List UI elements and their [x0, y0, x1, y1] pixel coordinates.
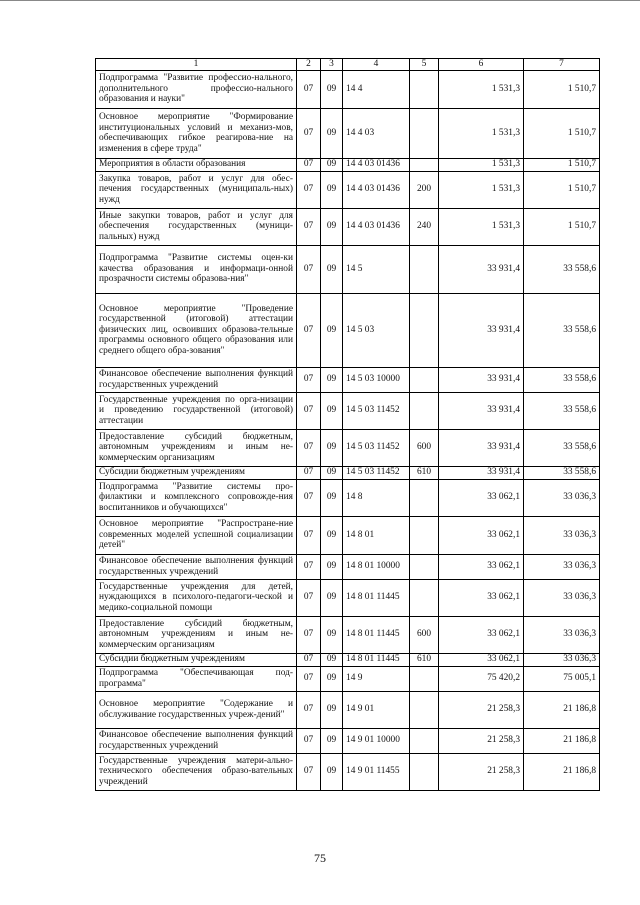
cell-pr: 09 — [321, 616, 343, 653]
cell-csr: 14 4 — [343, 70, 410, 108]
cell-vr — [410, 666, 439, 691]
cell-rz: 07 — [297, 293, 321, 367]
cell-csr: 14 4 03 01436 — [343, 208, 410, 245]
cell-name: Подпрограмма "Развитие системы оцен-ки качества образования и информаци-онной прозрачности системы образова-ния" — [96, 245, 297, 293]
table-row — [96, 108, 600, 158]
cell-vr — [410, 516, 439, 554]
cell-name: Основное мероприятие "Формирование институциональных условий и механиз-мов, обеспечивающих гибкое реагирова-ние на изменения в сфере труда" — [96, 108, 297, 158]
cell-pr: 09 — [321, 554, 343, 579]
cell-v2020: 21 186,8 — [524, 691, 600, 728]
cell-rz: 07 — [297, 653, 321, 666]
cell-v2019: 33 062,1 — [439, 479, 524, 516]
cell-v2019: 33 062,1 — [439, 653, 524, 666]
cell-v2020: 21 186,8 — [524, 753, 600, 790]
cell-vr — [410, 158, 439, 171]
cell-pr: 09 — [321, 171, 343, 208]
cell-pr: 09 — [321, 108, 343, 158]
cell-v2020: 1 510,7 — [524, 108, 600, 158]
cell-name: Финансовое обеспечение выполнения функций государственных учреждений — [96, 554, 297, 579]
cell-v2020: 1 510,7 — [524, 208, 600, 245]
cell-csr: 14 9 01 — [343, 691, 410, 728]
cell-name: Основное мероприятие "Содержание и обслуживание государственных учреж-дений" — [96, 691, 297, 728]
cell-csr: 14 5 03 11452 — [343, 466, 410, 479]
cell-v2020: 75 005,1 — [524, 666, 600, 691]
cell-vr — [410, 554, 439, 579]
cell-csr: 14 8 01 11445 — [343, 616, 410, 653]
page-number: 75 — [314, 851, 326, 865]
cell-pr: 09 — [321, 429, 343, 466]
cell-csr: 14 5 03 11452 — [343, 429, 410, 466]
budget-table — [95, 58, 600, 791]
cell-name: Подпрограмма "Развитие профессио-нального, дополнительного профессио-нального образования и науки" — [96, 70, 297, 108]
cell-name: Предоставление субсидий бюджетным, автономным учреждениям и иным не-коммерческим организациям — [96, 616, 297, 653]
cell-v2020: 33 558,6 — [524, 293, 600, 367]
cell-rz: 07 — [297, 753, 321, 790]
cell-vr — [410, 367, 439, 392]
cell-name: Основное мероприятие "Проведение государственной (итоговой) аттестации физических лиц, освоивших образова-тельные программы основного общего образования или среднего общего обра-зования" — [96, 293, 297, 367]
cell-csr: 14 8 01 10000 — [343, 554, 410, 579]
column-header: 6 — [439, 59, 524, 71]
cell-vr — [410, 691, 439, 728]
cell-csr: 14 4 03 01436 — [343, 171, 410, 208]
cell-csr: 14 9 01 11455 — [343, 753, 410, 790]
cell-v2019: 33 062,1 — [439, 516, 524, 554]
scan-top-edge — [0, 0, 640, 1]
cell-v2020: 33 036,3 — [524, 554, 600, 579]
cell-pr: 09 — [321, 666, 343, 691]
table-row — [96, 616, 600, 653]
table-row — [96, 392, 600, 429]
table-row — [96, 516, 600, 554]
cell-v2020: 33 036,3 — [524, 579, 600, 616]
cell-pr: 09 — [321, 466, 343, 479]
cell-rz: 07 — [297, 208, 321, 245]
cell-v2020: 33 558,6 — [524, 466, 600, 479]
cell-name: Субсидии бюджетным учреждениям — [96, 653, 297, 666]
cell-csr: 14 5 03 10000 — [343, 367, 410, 392]
cell-v2020: 33 558,6 — [524, 392, 600, 429]
column-header: 1 — [96, 59, 297, 71]
cell-v2019: 33 931,4 — [439, 367, 524, 392]
cell-vr: 240 — [410, 208, 439, 245]
column-number-row — [96, 59, 600, 71]
cell-v2020: 33 036,3 — [524, 653, 600, 666]
cell-rz: 07 — [297, 171, 321, 208]
cell-pr: 09 — [321, 728, 343, 753]
table-row — [96, 479, 600, 516]
cell-vr — [410, 70, 439, 108]
cell-pr: 09 — [321, 208, 343, 245]
cell-pr: 09 — [321, 653, 343, 666]
cell-rz: 07 — [297, 616, 321, 653]
column-header: 3 — [321, 59, 343, 71]
cell-name: Финансовое обеспечение выполнения функций государственных учреждений — [96, 367, 297, 392]
cell-v2019: 33 931,4 — [439, 293, 524, 367]
table-row — [96, 367, 600, 392]
cell-csr: 14 5 03 — [343, 293, 410, 367]
cell-csr: 14 4 03 01436 — [343, 158, 410, 171]
cell-csr: 14 5 03 11452 — [343, 392, 410, 429]
cell-v2019: 33 931,4 — [439, 245, 524, 293]
table-row — [96, 429, 600, 466]
cell-v2019: 1 531,3 — [439, 208, 524, 245]
cell-pr: 09 — [321, 367, 343, 392]
cell-rz: 07 — [297, 108, 321, 158]
cell-name: Государственные учреждения для детей, нуждающихся в психолого-педагоги-ческой и медико-социальной помощи — [96, 579, 297, 616]
cell-name: Иные закупки товаров, работ и услуг для обеспечения государственных (муници-пальных) нужд — [96, 208, 297, 245]
cell-rz: 07 — [297, 429, 321, 466]
table-row — [96, 171, 600, 208]
cell-rz: 07 — [297, 479, 321, 516]
cell-pr: 09 — [321, 691, 343, 728]
table-row — [96, 728, 600, 753]
cell-pr: 09 — [321, 245, 343, 293]
table-row — [96, 691, 600, 728]
cell-name: Государственные учреждения матери-ально-технического обеспечения образо-вательных учреждений — [96, 753, 297, 790]
cell-pr: 09 — [321, 479, 343, 516]
cell-csr: 14 9 01 10000 — [343, 728, 410, 753]
table-row — [96, 753, 600, 790]
cell-v2020: 33 558,6 — [524, 429, 600, 466]
cell-rz: 07 — [297, 554, 321, 579]
cell-csr: 14 8 — [343, 479, 410, 516]
cell-csr: 14 8 01 11445 — [343, 653, 410, 666]
cell-rz: 07 — [297, 691, 321, 728]
cell-rz: 07 — [297, 728, 321, 753]
cell-v2020: 33 036,3 — [524, 616, 600, 653]
cell-name: Государственные учреждения по орга-низации и проведению государственной (итоговой) аттестации — [96, 392, 297, 429]
cell-vr — [410, 479, 439, 516]
table-row — [96, 579, 600, 616]
cell-vr: 610 — [410, 653, 439, 666]
cell-v2020: 1 510,7 — [524, 171, 600, 208]
table-row — [96, 666, 600, 691]
table-row — [96, 208, 600, 245]
cell-csr: 14 8 01 — [343, 516, 410, 554]
column-header: 4 — [343, 59, 410, 71]
cell-rz: 07 — [297, 466, 321, 479]
cell-v2020: 33 558,6 — [524, 367, 600, 392]
cell-name: Мероприятия в области образования — [96, 158, 297, 171]
table-body — [96, 70, 600, 790]
cell-name: Предоставление субсидий бюджетным, автономным учреждениям и иным не-коммерческим организациям — [96, 429, 297, 466]
cell-vr: 200 — [410, 171, 439, 208]
cell-v2019: 1 531,3 — [439, 171, 524, 208]
table-row — [96, 158, 600, 171]
cell-csr: 14 8 01 11445 — [343, 579, 410, 616]
cell-pr: 09 — [321, 516, 343, 554]
cell-pr: 09 — [321, 158, 343, 171]
cell-v2019: 33 931,4 — [439, 392, 524, 429]
cell-v2019: 21 258,3 — [439, 728, 524, 753]
cell-name: Подпрограмма "Обеспечивающая под-программа" — [96, 666, 297, 691]
cell-rz: 07 — [297, 392, 321, 429]
table-row — [96, 466, 600, 479]
cell-pr: 09 — [321, 293, 343, 367]
cell-v2020: 1 510,7 — [524, 70, 600, 108]
table-row — [96, 70, 600, 108]
cell-v2020: 21 186,8 — [524, 728, 600, 753]
cell-pr: 09 — [321, 753, 343, 790]
cell-v2019: 75 420,2 — [439, 666, 524, 691]
cell-vr — [410, 728, 439, 753]
cell-name: Основное мероприятие "Распростране-ние современных моделей успешной социализации детей" — [96, 516, 297, 554]
cell-rz: 07 — [297, 367, 321, 392]
cell-v2020: 1 510,7 — [524, 158, 600, 171]
cell-csr: 14 9 — [343, 666, 410, 691]
cell-vr: 600 — [410, 616, 439, 653]
column-header: 7 — [524, 59, 600, 71]
table-row — [96, 554, 600, 579]
cell-v2019: 33 062,1 — [439, 554, 524, 579]
cell-name: Финансовое обеспечение выполнения функций государственных учреждений — [96, 728, 297, 753]
table-row — [96, 293, 600, 367]
cell-pr: 09 — [321, 579, 343, 616]
cell-pr: 09 — [321, 392, 343, 429]
cell-vr — [410, 753, 439, 790]
cell-v2020: 33 558,6 — [524, 245, 600, 293]
cell-v2019: 21 258,3 — [439, 691, 524, 728]
cell-v2019: 1 531,3 — [439, 158, 524, 171]
cell-name: Субсидии бюджетным учреждениям — [96, 466, 297, 479]
column-header: 5 — [410, 59, 439, 71]
cell-vr: 610 — [410, 466, 439, 479]
cell-v2019: 33 062,1 — [439, 616, 524, 653]
cell-rz: 07 — [297, 245, 321, 293]
cell-v2019: 33 062,1 — [439, 579, 524, 616]
cell-v2019: 21 258,3 — [439, 753, 524, 790]
cell-v2019: 1 531,3 — [439, 108, 524, 158]
cell-v2020: 33 036,3 — [524, 516, 600, 554]
cell-vr: 600 — [410, 429, 439, 466]
cell-pr: 09 — [321, 70, 343, 108]
cell-v2019: 33 931,4 — [439, 429, 524, 466]
cell-vr — [410, 245, 439, 293]
table-row — [96, 653, 600, 666]
cell-csr: 14 4 03 — [343, 108, 410, 158]
cell-name: Подпрограмма "Развитие системы про-филактики и комплексного сопровожде-ния воспитанников и обучающихся" — [96, 479, 297, 516]
cell-vr — [410, 108, 439, 158]
cell-rz: 07 — [297, 579, 321, 616]
cell-name: Закупка товаров, работ и услуг для обес-печения государственных (муниципаль-ных) нужд — [96, 171, 297, 208]
cell-rz: 07 — [297, 158, 321, 171]
cell-v2019: 1 531,3 — [439, 70, 524, 108]
cell-v2019: 33 931,4 — [439, 466, 524, 479]
cell-rz: 07 — [297, 666, 321, 691]
cell-csr: 14 5 — [343, 245, 410, 293]
cell-rz: 07 — [297, 516, 321, 554]
column-header: 2 — [297, 59, 321, 71]
table-row — [96, 245, 600, 293]
cell-vr — [410, 579, 439, 616]
cell-vr — [410, 293, 439, 367]
cell-v2020: 33 036,3 — [524, 479, 600, 516]
cell-rz: 07 — [297, 70, 321, 108]
cell-vr — [410, 392, 439, 429]
